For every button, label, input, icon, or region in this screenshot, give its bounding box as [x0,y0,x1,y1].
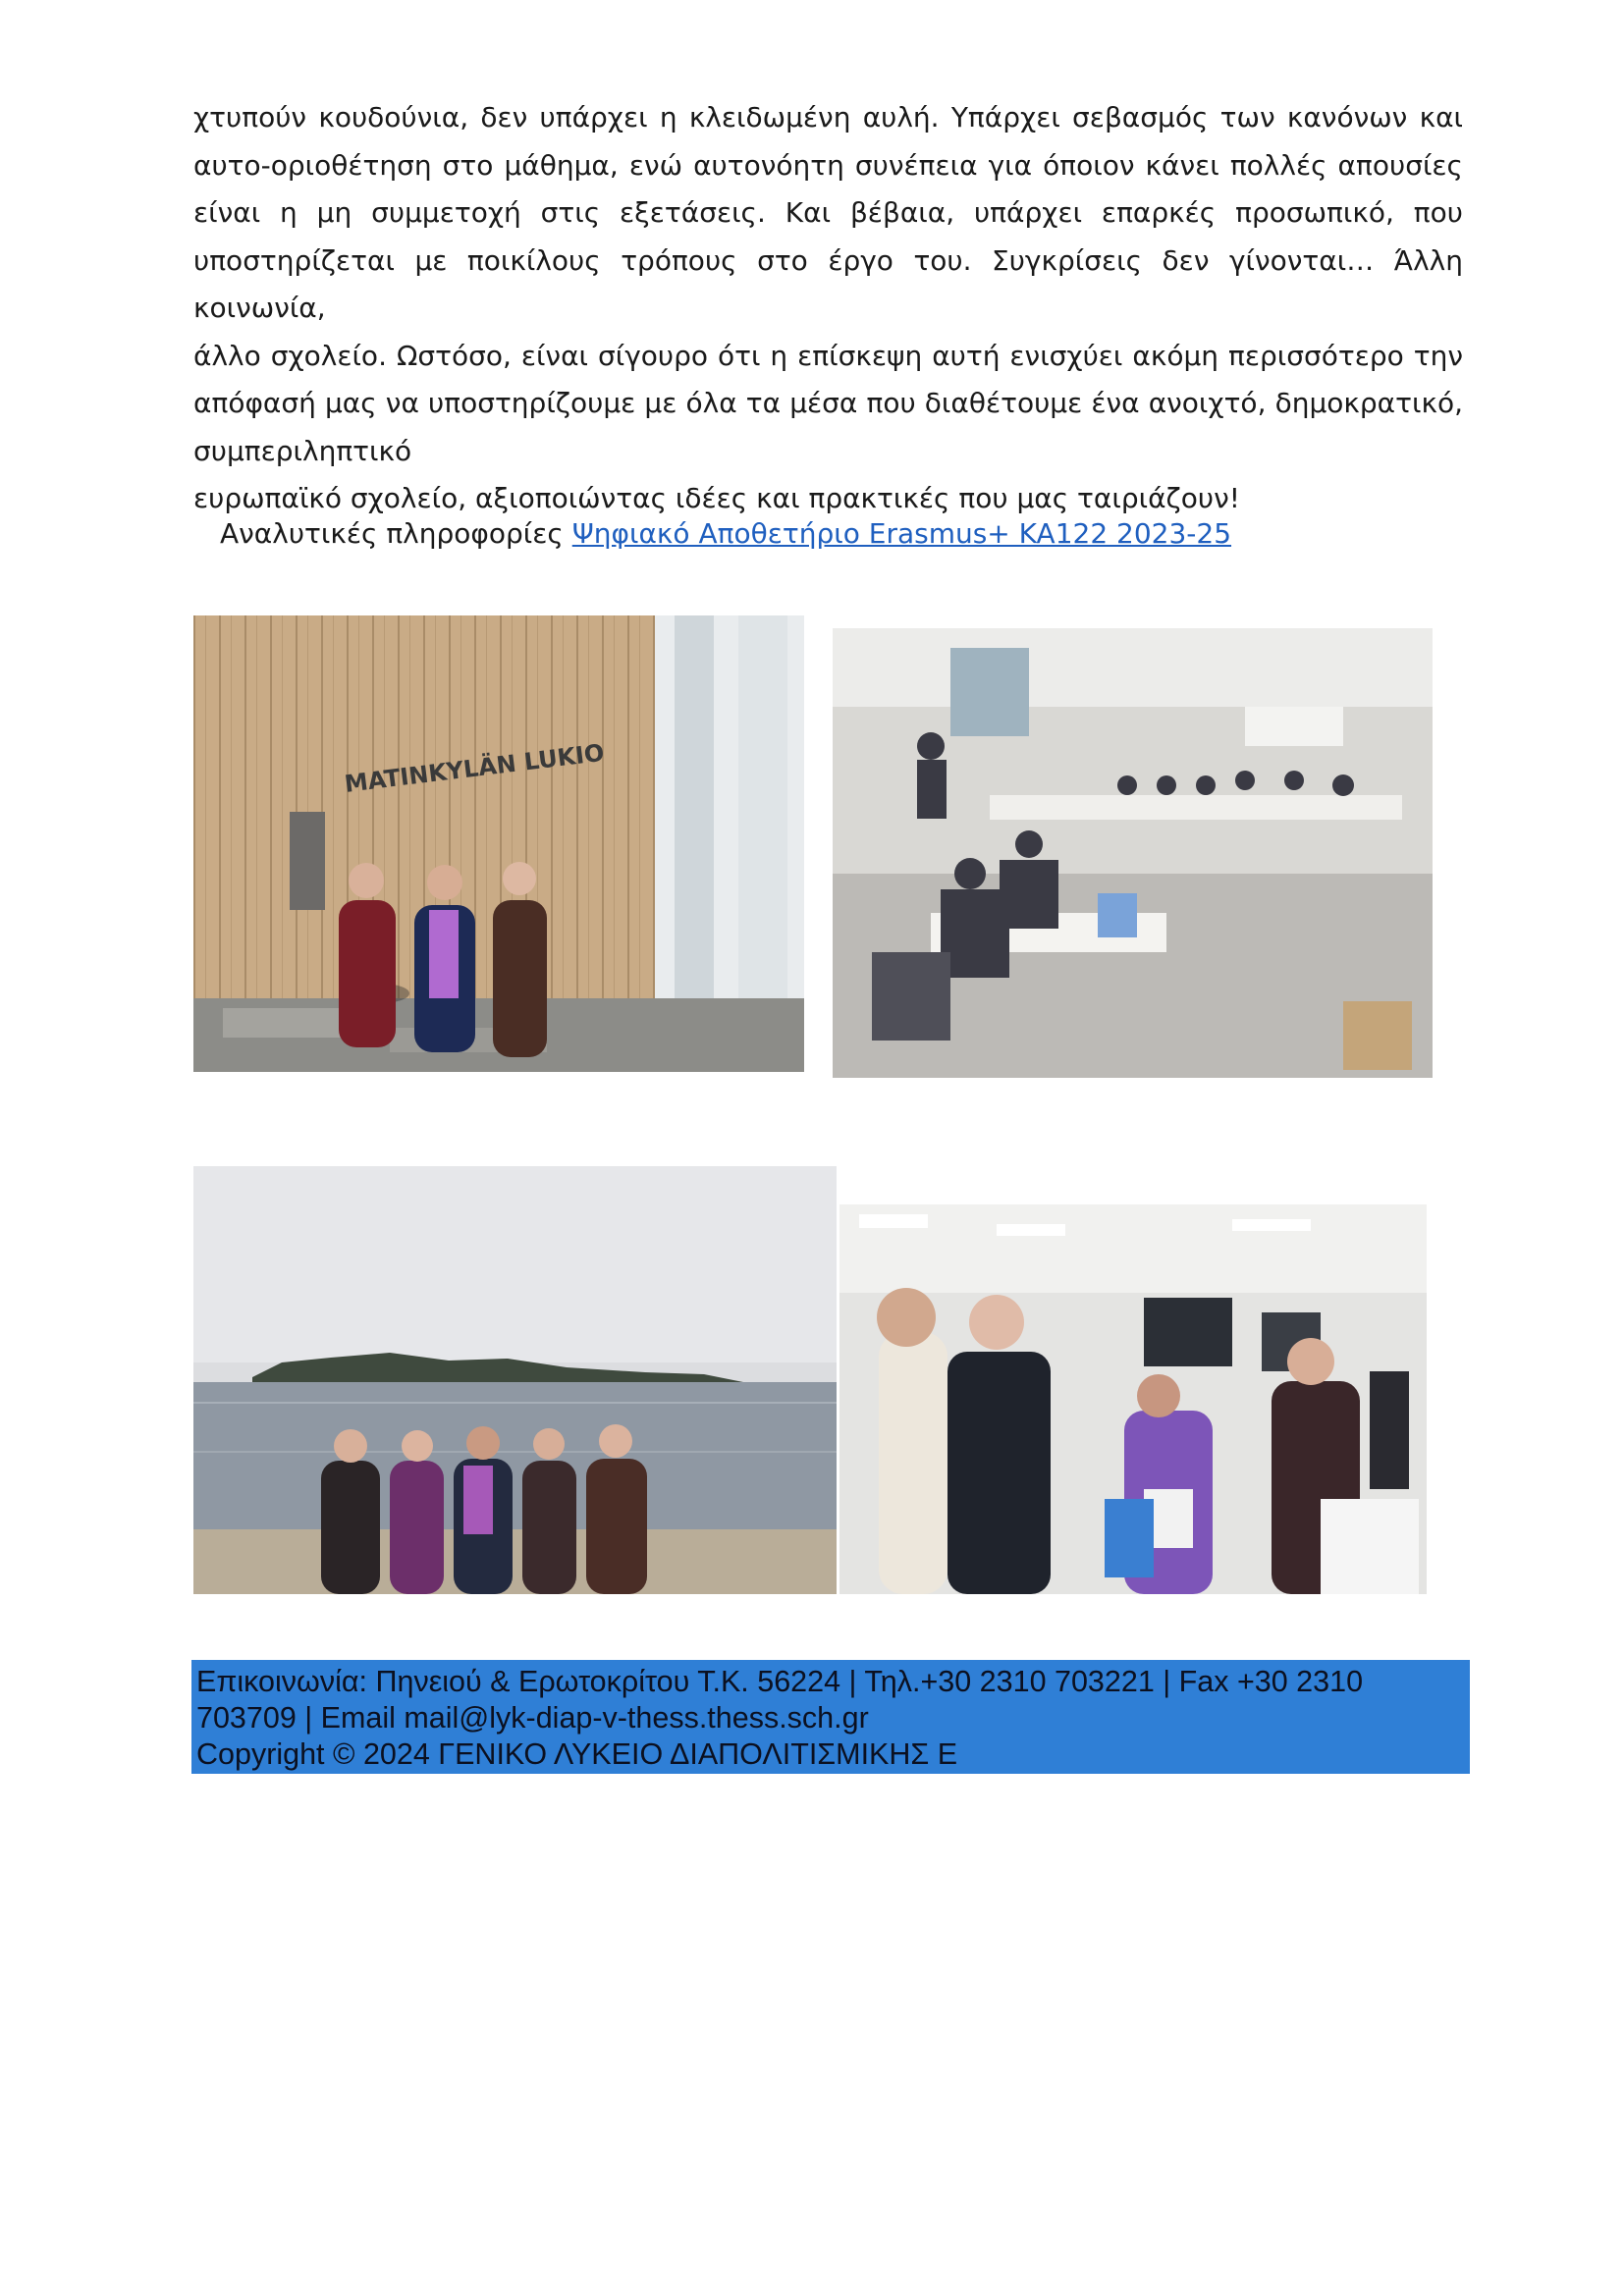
photo-school-entrance [193,615,804,1072]
school-sign-text: MATINKYLÄN LUKIO [343,738,606,798]
footer-email-line: 703709 | Email mail@lyk-diap-v-thess.thess.sch.gr [196,1701,869,1735]
photo-lake-group [193,1166,837,1594]
repository-link[interactable]: Ψηφιακό Αποθετήριο Erasmus+ KA122 2023-25 [571,517,1232,550]
photo-meeting [839,1204,1427,1594]
text-line: συμπεριληπτικό [193,434,412,467]
text-line: υποστηρίζεται με ποικίλους τρόπους στο έργο του. Συγκρίσεις δεν γίνονται… Άλλη κοινωνία, [193,243,1463,324]
footer-contact-line: Επικοινωνία: Πηνειού & Ερωτοκρίτου Τ.Κ. 56224 | Τηλ.+30 2310 703221 | Fax +30 2310 [196,1665,1364,1698]
contact-footer [191,1660,1470,1774]
photo-classroom [833,628,1433,1078]
text-line: χτυπούν κουδούνια, δεν υπάρχει η κλειδωμένη αυλή. Υπάρχει σεβασμός των κανόνων και [193,101,1463,133]
info-line [220,510,1231,558]
footer-copyright-line: Copyright © 2024 ΓΕΝΙΚΟ ΛΥΚΕΙΟ ΔΙΑΠΟΛΙΤΙΣΜΙΚΗΣ Ε [196,1737,958,1771]
info-label: Αναλυτικές πληροφορίες [220,517,572,550]
text-line: άλλο σχολείο. Ωστόσο, είναι σίγουρο ότι η επίσκεψη αυτή ενισχύει ακόμη περισσότερο την [193,339,1463,372]
text-line: αυτο-οριοθέτηση στο μάθημα, ενώ αυτονόητη συνέπεια για όποιον κάνει πολλές απουσίες [193,148,1463,182]
text-line: ευρωπαϊκό σχολείο, αξιοποιώντας ιδέες και πρακτικές που μας ταιριάζουν! [193,482,1240,514]
text-line: απόφασή μας να υποστηρίζουμε με όλα τα μέσα που διαθέτουμε ένα ανοιχτό, δημοκρατικό, [193,387,1463,419]
article-paragraph [193,94,1463,523]
text-line: είναι η μη συμμετοχή στις εξετάσεις. Και βέβαια, υπάρχει επαρκές προσωπικό, που [193,196,1463,229]
